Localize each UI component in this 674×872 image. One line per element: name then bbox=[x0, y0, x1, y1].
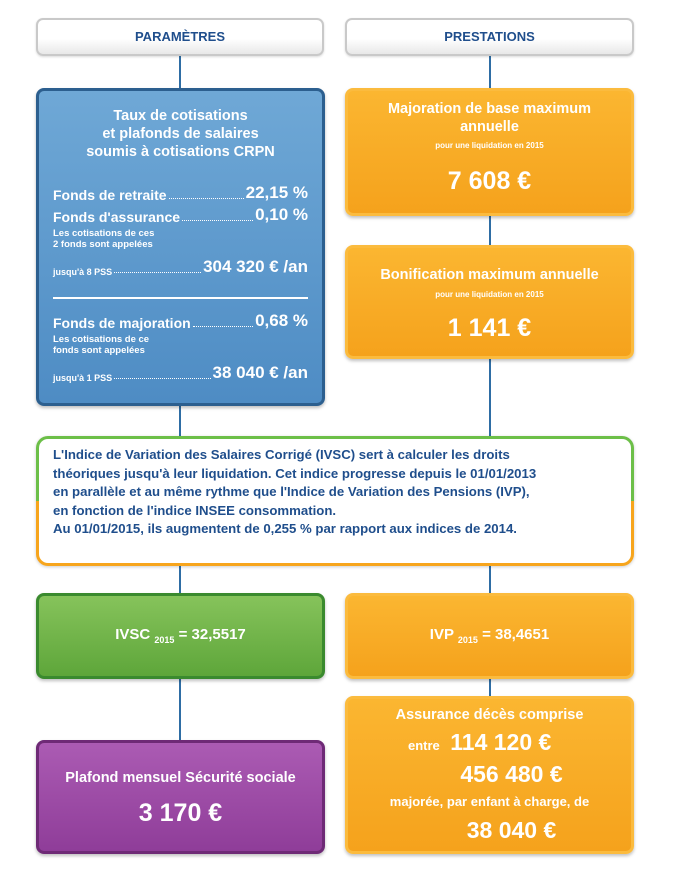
ivsc-box bbox=[36, 593, 325, 679]
connector-right-3 bbox=[489, 565, 491, 595]
ivsc-value: = 32,5517 bbox=[178, 626, 246, 643]
majoration-subtitle: pour une liquidation en 2015 bbox=[435, 141, 544, 150]
assurance-title: Assurance décès comprise bbox=[395, 707, 584, 723]
connector-left-2 bbox=[179, 404, 181, 438]
ivsc-label: IVSC bbox=[115, 626, 151, 643]
header-parametres: PARAMÈTRES bbox=[36, 18, 324, 56]
assurance-majoree: majorée, par enfant à charge, de bbox=[389, 794, 590, 809]
assurance-range-1 bbox=[408, 729, 551, 756]
connector-right-4 bbox=[489, 678, 491, 698]
parametres-box bbox=[36, 88, 325, 406]
majoration-value: 7 608 € bbox=[447, 167, 532, 195]
bonification-title: Bonification maximum annuelle bbox=[380, 267, 599, 283]
connector-left-top bbox=[179, 56, 181, 90]
ivp-sub: 2015 bbox=[457, 635, 478, 645]
parametres-title: Taux de cotisations et plafonds de salaires soumis à cotisations CRPN bbox=[86, 108, 275, 160]
bonification-subtitle: pour une liquidation en 2015 bbox=[435, 290, 544, 299]
ivsc-explanation-text: L'Indice de Variation des Salaires Corrigé (IVSC) sert à calculer les droits théoriques jusqu'à leur liquidation. Cet indice progresse depuis le 01/01/2013 en parallèle et au même rythme que l'Indice de Variation des Pensions (IVP), en fonction de l'indice INSEE consommation. Au 01/01/2015, ils augmentent de 0,255 % par rapport aux indices de 2014. bbox=[53, 447, 537, 536]
plafond-8pss-row: jusqu'à 8 PSS 304 320 € /an bbox=[53, 257, 308, 277]
header-prestations: PRESTATIONS bbox=[345, 18, 634, 56]
assurance-value-2: 456 480 € bbox=[460, 761, 563, 787]
connector-left-3 bbox=[179, 565, 181, 595]
assurance-entre: entre bbox=[408, 738, 440, 753]
connector-right-2 bbox=[489, 358, 491, 438]
ivp-box bbox=[345, 593, 634, 679]
assurance-box bbox=[345, 696, 634, 854]
plafond-title: Plafond mensuel Sécurité sociale bbox=[65, 770, 296, 786]
bonification-box bbox=[345, 245, 634, 359]
plafond-box bbox=[36, 740, 325, 854]
ivp-label: IVP bbox=[429, 626, 454, 643]
note-2-fonds: Les cotisations de ces 2 fonds sont appelées bbox=[53, 228, 155, 250]
connector-right-top bbox=[489, 56, 491, 90]
bonification-value: 1 141 € bbox=[447, 314, 532, 342]
note-ce-fonds: Les cotisations de ce fonds sont appelées bbox=[53, 334, 150, 356]
divider bbox=[53, 297, 308, 299]
ivp-value: = 38,4651 bbox=[482, 626, 550, 643]
plafond-1pss-row: jusqu'à 1 PSS 38 040 € /an bbox=[53, 363, 308, 383]
assurance-value-1: 114 120 € bbox=[450, 729, 552, 755]
connector-left-4 bbox=[179, 678, 181, 742]
fonds-assurance-row: Fonds d'assurance 0,10 % bbox=[53, 205, 308, 225]
connector-right-1 bbox=[489, 214, 491, 248]
fonds-majoration-row: Fonds de majoration 0,68 % bbox=[53, 311, 308, 331]
fonds-retraite-row: Fonds de retraite 22,15 % bbox=[53, 183, 308, 203]
ivsc-sub: 2015 bbox=[154, 635, 175, 645]
ivsc-explanation-box bbox=[36, 436, 634, 566]
plafond-value: 3 170 € bbox=[138, 799, 223, 827]
assurance-value-3: 38 040 € bbox=[466, 817, 557, 843]
majoration-title: Majoration de base maximum annuelle bbox=[387, 101, 592, 135]
majoration-box bbox=[345, 88, 634, 216]
